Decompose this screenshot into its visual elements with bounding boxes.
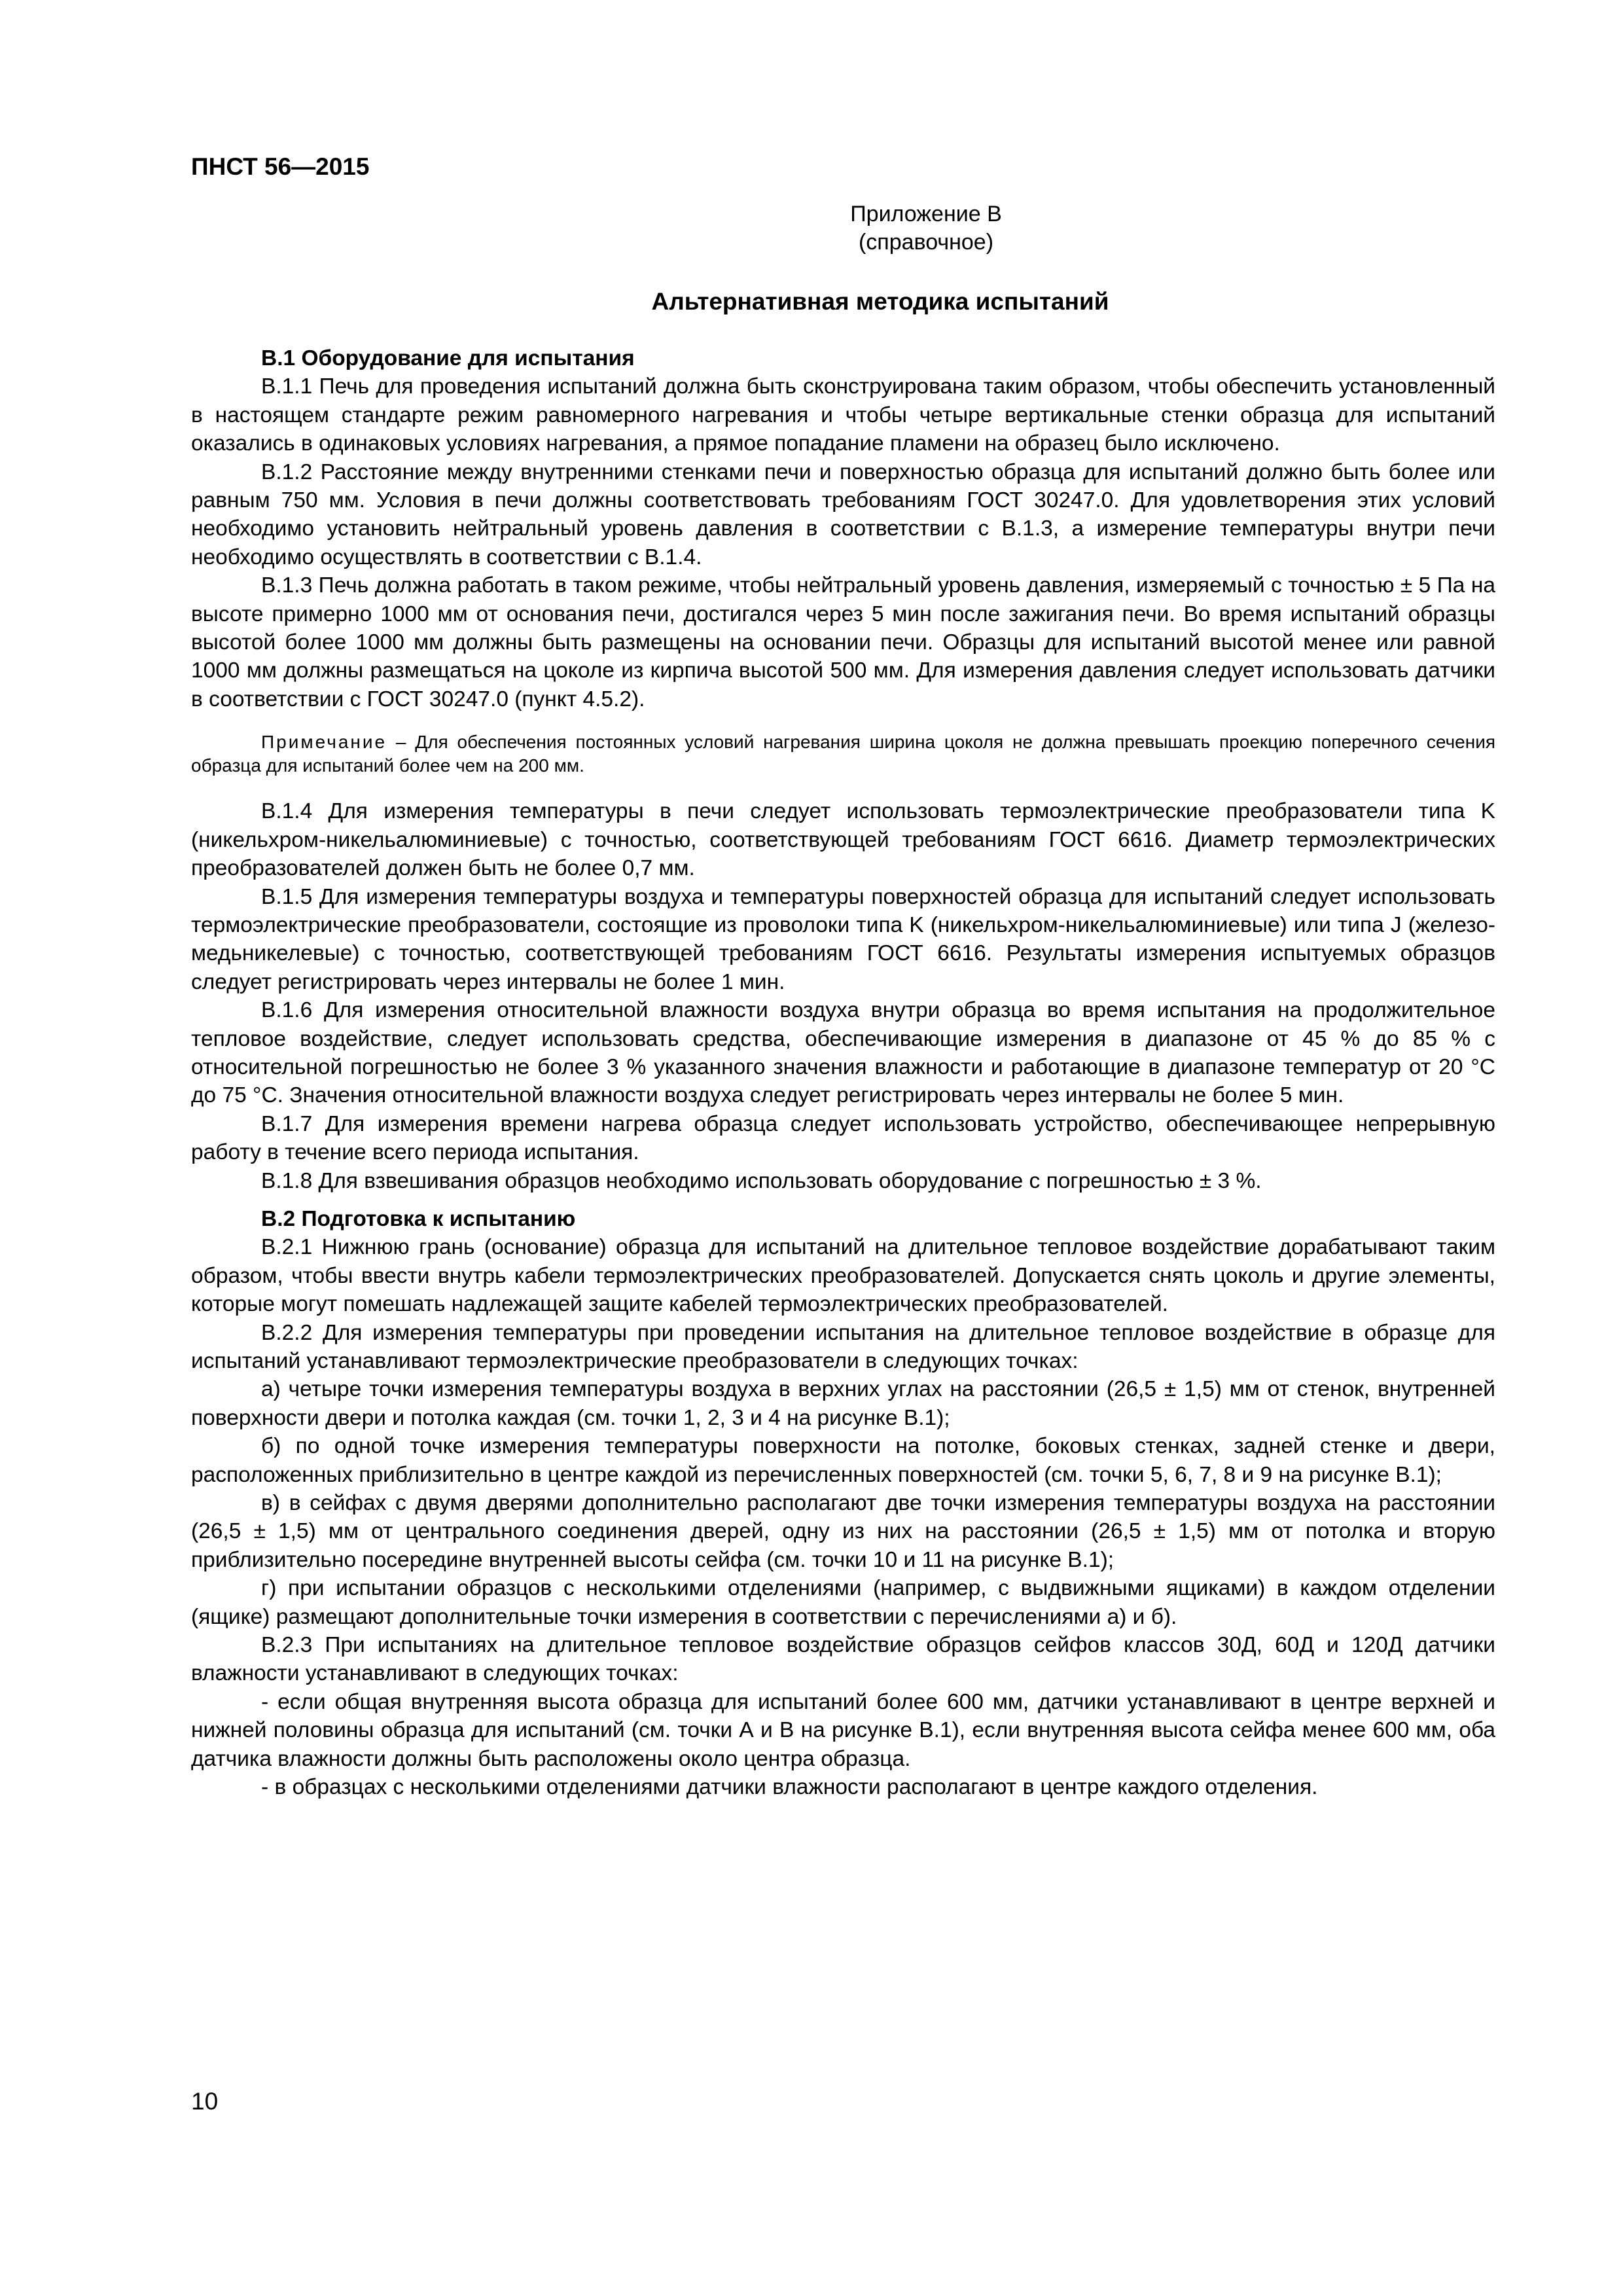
appendix-title: Приложение В [850,202,1002,226]
paragraph-b1-6: В.1.6 Для измерения относительной влажности воздуха внутри образца во время испытания на продолжительное тепловое воздействие, следует использовать средства, обеспечивающие измерения в диапазоне от 45 % до 85 % с относительной погрешностью не более 3 % указанного значения влажности и работающие в диапазоне температур от 20 °С до 75 °С. Значения относительной влажности воздуха следует регистрировать через интервалы не более 5 мин. [191,998,1495,1108]
paragraph-b1-3: В.1.3 Печь должна работать в таком режиме, чтобы нейтральный уровень давления, измеряемый с точностью ± 5 Па на высоте примерно 1000 мм от основания печи, достигался через 5 мин после зажигания печи. Во время испытаний образцы высотой более 1000 мм должны быть размещены на основании печи. Образцы для испытаний высотой менее или равной 1000 мм должны размещаться на цоколе из кирпича высотой 500 мм. Для измерения давления следует использовать датчики в соответствии с ГОСТ 30247.0 (пункт 4.5.2). [191,573,1495,711]
paragraph-b2-3: В.2.3 При испытаниях на длительное тепловое воздействие образцов сейфов классов 30Д, 60Д и 120Д датчики влажности устанавливают в следующих точках: [191,1633,1495,1686]
dash-item-2: - в образцах с несколькими отделениями датчики влажности располагают в центре каждого отделения. [261,1775,1318,1800]
document-code: ПНСТ 56—2015 [191,153,370,180]
section-heading-b2: В.2 Подготовка к испытанию [261,1206,576,1231]
appendix-heading [0,200,1623,257]
paragraph-b1-5: В.1.5 Для измерения температуры воздуха и температуры поверхностей образца для испытаний следует использовать термоэлектрические преобразователи, состоящие из проволоки типа K (никельхром-никельалюминиевые) или типа J (железо-медьникелевые) с точностью, соответствующей требованиям ГОСТ 6616. Результаты измерения испытуемых образцов следует регистрировать через интервалы не более 1 мин. [191,884,1495,994]
page-number: 10 [191,2088,219,2115]
paragraph-b1-7: В.1.7 Для измерения времени нагрева образца следует использовать устройство, обеспечивающее непрерывную работу в течение всего периода испытания. [191,1111,1495,1165]
paragraph-b1-8: В.1.8 Для взвешивания образцов необходимо использовать оборудование с погрешностью ± 3 %. [261,1168,1262,1193]
list-item-b: б) по одной точке измерения температуры поверхности на потолке, боковых стенках, задней стенке и двери, расположенных приблизительно в центре каждой из перечисленных поверхностей (см. точки 5, 6, 7, 8 и 9 на рисунке В.1); [191,1434,1495,1487]
list-item-a: а) четыре точки измерения температуры воздуха в верхних углах на расстоянии (26,5 ± 1,5) мм от стенок, внутренней поверхности двери и потолка каждая (см. точки 1, 2, 3 и 4 на рисунке В.1); [191,1377,1495,1430]
paragraph-b2-1: В.2.1 Нижнюю грань (основание) образца для испытаний на длительное тепловое воздействие дорабатывают таким образом, чтобы ввести внутрь кабели термоэлектрических преобразователей. Допускается снять цоколь и другие элементы, которые могут помешать надлежащей защите кабелей термоэлектрических преобразователей. [191,1235,1495,1317]
list-item-g: г) при испытании образцов с несколькими отделениями (например, с выдвижными ящиками) в каждом отделении (ящике) размещают дополнительные точки измерения в соответствии с перечислениями а) и б). [191,1576,1495,1629]
note [191,730,1495,778]
paragraph-b2-2: В.2.2 Для измерения температуры при проведении испытания на длительное тепловое воздействие в образце для испытаний устанавливают термоэлектрические преобразователи в следующих точках: [191,1320,1495,1373]
list-item-v: в) в сейфах с двумя дверями дополнительно располагают две точки измерения температуры воздуха на расстоянии (26,5 ± 1,5) мм от центрального соединения дверей, одну из них на расстоянии (26,5 ± 1,5) мм от потолка и вторую приблизительно посередине внутренней высоты сейфа (см. точки 10 и 11 на рисунке В.1); [191,1491,1495,1572]
note-label: Примечание [261,732,387,753]
paragraph-b1-1: В.1.1 Печь для проведения испытаний должна быть сконструирована таким образом, чтобы обеспечить установленный в настоящем стандарте режим равномерного нагревания и чтобы четыре вертикальные стенки образца для испытаний оказались в одинаковых условиях нагревания, а прямое попадание пламени на образец было исключено. [191,374,1495,456]
section-heading-b1: В.1 Оборудование для испытания [261,346,635,370]
section-title-text: Альтернативная методика испытаний [651,288,1109,315]
paragraph-b1-4: В.1.4 Для измерения температуры в печи следует использовать термоэлектрические преобразователи типа K (никельхром-никельалюминиевые) с точностью, соответствующей требованиям ГОСТ 6616. Диаметр термоэлектрических преобразователей должен быть не более 0,7 мм. [191,799,1495,881]
section-title [0,288,1623,315]
note-text: – Для обеспечения постоянных условий нагревания ширина цоколя не должна превышать проекцию поперечного сечения образца для испытаний более чем на 200 мм. [191,732,1495,776]
paragraph-b1-2: В.1.2 Расстояние между внутренними стенками печи и поверхностью образца для испытаний должно быть более или равным 750 мм. Условия в печи должны соответствовать требованиям ГОСТ 30247.0. Для удовлетворения этих условий необходимо установить нейтральный уровень давления в соответствии с В.1.3, а измерение температуры внутри печи необходимо осуществлять в соответствии с В.1.4. [191,459,1495,569]
appendix-type: (справочное) [858,230,994,255]
document-body [191,344,1495,1802]
dash-item-1: - если общая внутренняя высота образца для испытаний более 600 мм, датчики устанавливают в центре верхней и нижней половины образца для испытаний (см. точки А и В на рисунке В.1), если внутренняя высота сейфа менее 600 мм, оба датчика влажности должны быть расположены около центра образца. [191,1689,1495,1771]
